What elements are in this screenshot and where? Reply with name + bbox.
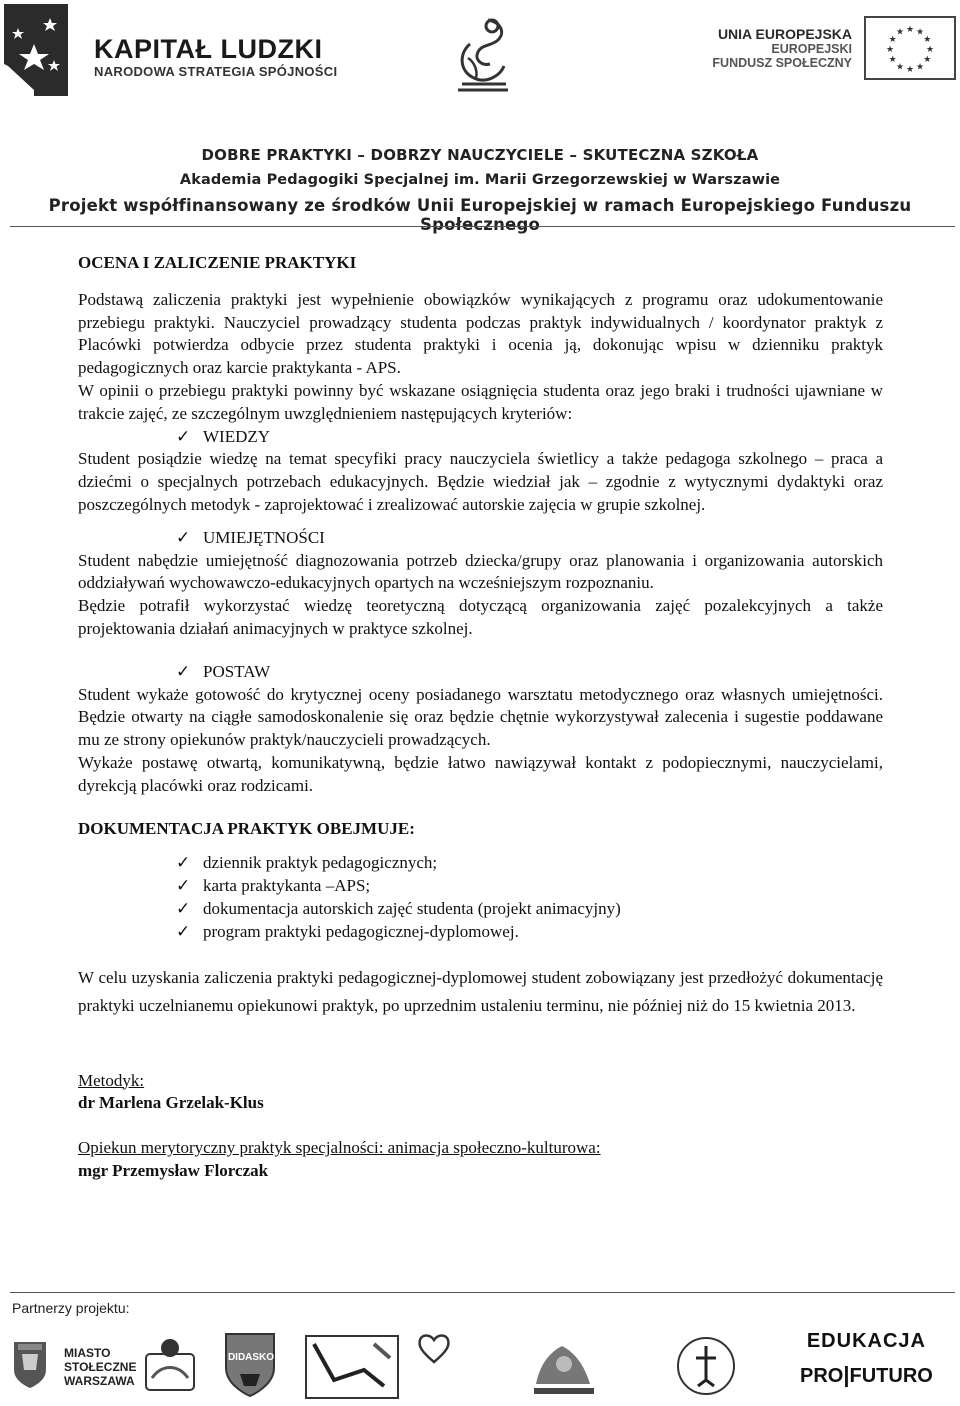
check-icon: ✓ [176,898,191,918]
page-footer [0,1290,960,1406]
list-item: ✓ program praktyki pedagogicznej-dyplomowej. [78,921,883,944]
check-icon: ✓ [176,876,191,896]
eu-line2: EUROPEJSKI [771,42,852,56]
eu-star-icon: ★ [923,54,932,64]
closing-paragraph: W celu uzyskania zaliczenia praktyki pedagogicznej-dyplomowej student zobowiązany jest przedłożyć dokumentację praktyki uczelnianemu opiekunowi praktyk, po uprzednim ustaleniu terminu, nie później niż do 15 kwietnia 2013. [78,967,883,1015]
check-icon: ✓ [176,527,191,547]
header-divider [10,226,955,227]
footer-divider [10,1292,955,1293]
project-title-line1: DOBRE PRAKTYKI – DOBRZY NAUCZYCIELE – SKUTECZNA SZKOŁA [201,146,759,164]
eu-star-icon: ★ [905,64,915,74]
docs-heading: DOKUMENTACJA PRAKTYK OBEJMUJE: [78,818,415,838]
section-heading: OCENA I ZALICZENIE PRAKTYKI [78,253,357,272]
warsaw-crest-icon [12,1340,48,1390]
criterion-paragraph: Student posiądzie wiedzę na temat specyfiki pracy nauczyciela świetlicy a także pedagoga szkolnego – praca a dziećmi o specjalnych potrzebach edukacyjnych. Będzie wiedział jak – zgodnie z wytycznymi dydaktyki oraz poszczególnych metodyk - zaprojektować i zrealizować autorskie zajęcia w grupie szkolnej. [78,449,883,514]
edukacja-pro-futuro-logo: EDUKACJA PRO|FUTURO [800,1330,933,1387]
partner-logo-icon [304,1330,400,1402]
eu-star-icon: ★ [895,26,905,37]
partners-label: Partnerzy projektu: [12,1300,130,1316]
criterion-paragraph: Student nabędzie umiejętność diagnozowania potrzeb dziecka/grupy oraz planowania i organizowania autorskich oddziaływań wychowawczo-edukacyjnych opartych na wcześniejszym rozpoznaniu. [78,550,883,593]
criterion-label: POSTAW [203,661,271,681]
eu-star-icon: ★ [923,34,932,44]
kapital-ludzki-title: KAPITAŁ LUDZKI [94,34,323,64]
kapital-ludzki-logo-icon [4,4,68,96]
criterion-paragraph: Wykaże postawę otwartą, komunikatywną, będzie łatwo nawiązywał kontakt z podopiecznymi, nauczycielami, dyrekcją placówki oraz rodzicami. [78,752,883,795]
criterion-paragraph: Student wykaże gotowość do krytycznej oceny posiadanego warsztatu metodycznego oraz własnych umiejętności. Będzie otwarty na ciągłe samodoskonalenie się oraz będzie chętnie wykorzystywał zalecenia i sugestie poddawane mu ze strony opiekunów praktyk/nauczycieli prowadzących. [78,684,883,750]
aps-emblem-icon [448,14,518,94]
methodist-name: dr Marlena Grzelak-Klus [78,1093,264,1113]
eu-star-icon: ★ [915,26,925,37]
intro-paragraph: Podstawą zaliczenia praktyki jest wypełnienie obowiązków wynikających z programu oraz udokumentowanie przebiegu praktyki. Nauczyciel prowadzący studenta podczas praktyk indywidualnych / koordynator praktyk z Placówki potwierdza odbycie przez studenta praktyki i ocenia ją, dokonując wpisu w dzienniku praktyk pedagogicznych oraz karcie praktykanta - APS. [78,289,883,378]
document-body [78,252,883,1183]
project-title-line3: Projekt współfinansowany ze środków Unii Europejskiej w ramach Europejskiego Funduszu Społecznego [48,196,912,234]
warsaw-logo: MIASTO STOŁECZNE WARSZAWA [64,1346,137,1388]
criterion-postaw [78,661,883,684]
criterion-label: WIEDZY [203,426,271,446]
kapital-ludzki-logo [94,34,337,80]
eu-star-icon: ★ [895,61,905,72]
eu-star-icon: ★ [888,34,897,44]
check-icon: ✓ [176,853,191,873]
eu-star-icon: ★ [888,54,897,64]
criterion-wiedzy [78,426,883,449]
eu-star-icon: ★ [905,24,915,34]
supervisor-name: mgr Przemysław Florczak [78,1160,269,1180]
intro-paragraph-2: W opinii o przebiegu praktyki powinny być wskazane osiągnięcia studenta oraz jego braki i trudności ujawniane w trakcie zajęć, ze szczególnym uwzględnieniem następujących kryteriów: [78,380,883,423]
logo-slash-icon: | [843,1362,850,1387]
criterion-label: UMIEJĘTNOŚCI [203,527,325,547]
list-item: ✓ karta praktykanta –APS; [78,875,883,898]
heart-logo-icon [416,1330,452,1366]
didasko-label: DIDASKO [227,1352,275,1363]
criterion-paragraph: Będzie potrafił wykorzystać wiedzę teoretyczną dotyczącą organizowania zajęć pozalekcyjnych a także projektowania działań animacyjnych w praktyce szkolnej. [78,596,883,638]
list-item: ✓ dokumentacja autorskich zajęć studenta (projekt animacyjny) [78,898,883,921]
check-icon: ✓ [176,426,191,446]
check-icon: ✓ [176,661,191,681]
eu-logo-text [712,26,852,70]
eu-star-icon: ★ [925,44,935,54]
didasko-shield-icon [222,1330,278,1400]
eu-star-icon: ★ [915,61,925,72]
eu-star-icon: ★ [885,44,895,54]
project-title-line2: Akademia Pedagogiki Specjalnej im. Marii Grzegorzewskiej w Warszawie [179,172,781,188]
page-header [0,0,960,234]
methodist-label: Metodyk: [78,1070,145,1090]
check-icon: ✓ [176,921,191,941]
school-partner-icon [142,1334,198,1396]
kapital-ludzki-subtitle: NARODOWA STRATEGIA SPÓJNOŚCI [94,64,338,79]
integration-school-icon [526,1334,602,1398]
supervisor-label: Opiekun merytoryczny praktyk specjalności: animacja społeczno-kulturowa: [78,1138,601,1158]
docs-list [78,852,883,943]
eu-title: UNIA EUROPEJSKA [717,26,852,42]
theatre-partner-icon [672,1334,740,1398]
eu-line3: FUNDUSZ SPOŁECZNY [712,56,852,70]
eu-flag-icon [864,16,956,80]
list-item: ✓ dziennik praktyk pedagogicznych; [78,852,883,875]
criterion-umiejetnosci [78,527,883,550]
